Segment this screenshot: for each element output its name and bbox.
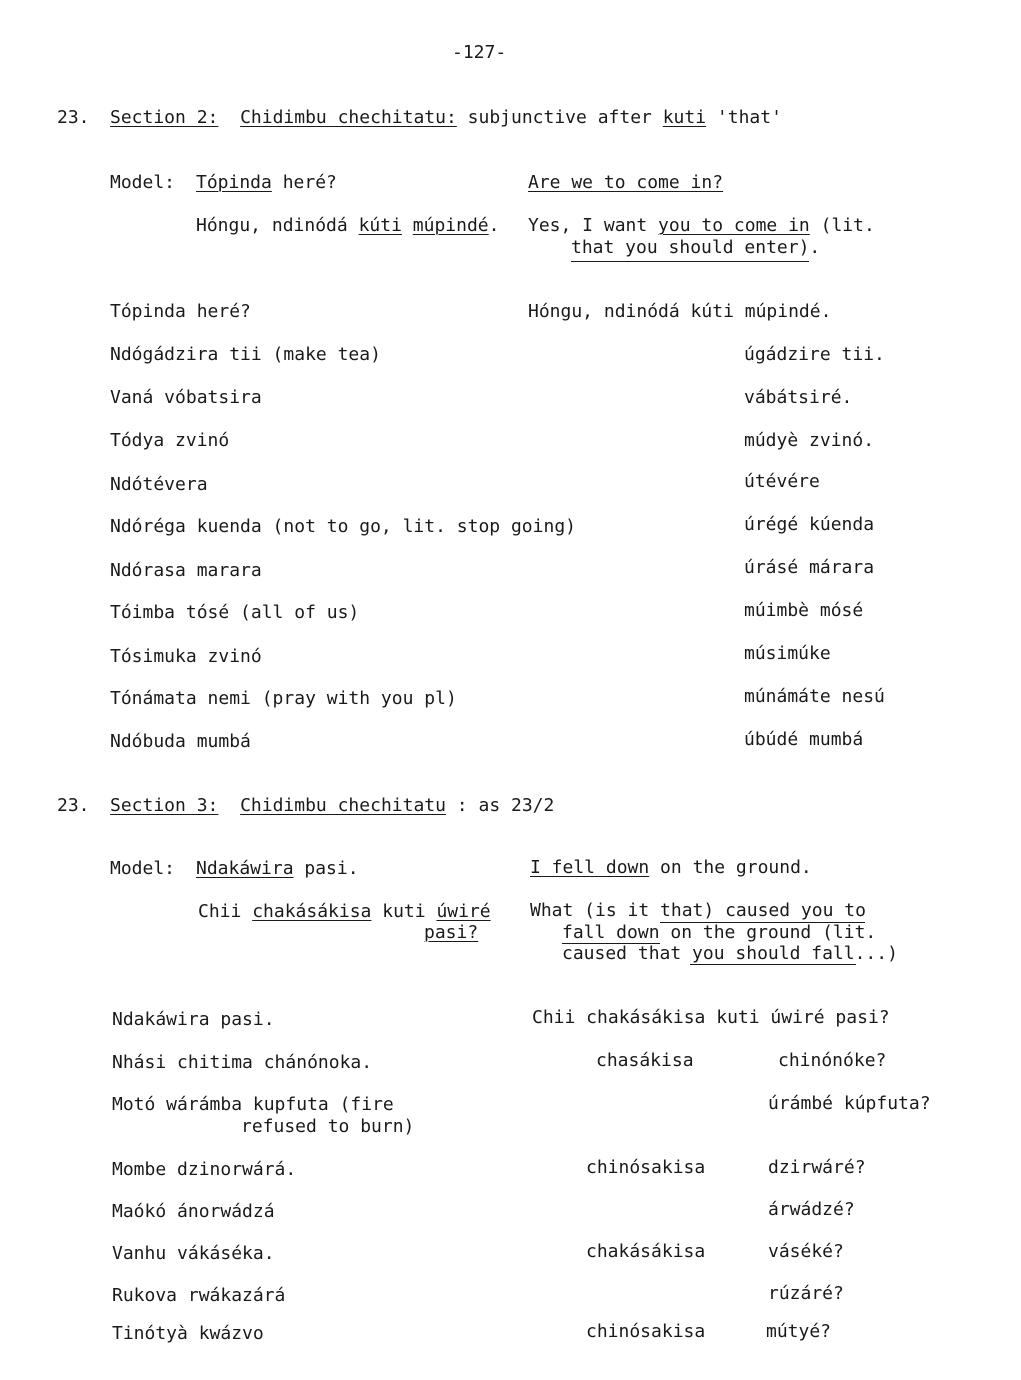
model-answer-translation-line3: caused that you should fall...) [562, 943, 898, 964]
drill-response: úrásé márara [744, 557, 875, 578]
drill-cue: Vanhu vákáséka. [112, 1243, 275, 1264]
model-question-verb: Ndakáwira [196, 858, 294, 879]
translation-start: Yes, I want [528, 215, 659, 236]
drill-cue: Vaná vóbatsira [110, 387, 262, 408]
drill-cue: Mombe dzinorwárá. [112, 1159, 297, 1180]
section-title: Chidimbu chechitatu: [240, 107, 457, 128]
drill-cue: Maókó ánorwádzá [112, 1201, 275, 1222]
drill-response: músimúke [744, 643, 831, 664]
drill-response-verb: chakásákisa [586, 1241, 706, 1262]
drill-response-verb: chinósakisa [586, 1321, 706, 1342]
drill-response: úrámbé kúpfuta? [768, 1093, 931, 1114]
model-answer-translation-line1: What (is it that) caused you to [530, 900, 866, 921]
drill-response: vábátsiré. [744, 387, 853, 408]
drill-cue: Ndóréga kuenda (not to go, lit. stop going) [110, 516, 576, 537]
section-heading [110, 107, 782, 128]
drill-cue: Ndórasa marara [110, 560, 262, 581]
model-label: Model: [110, 172, 176, 193]
section-description: : as 23/2 [445, 795, 555, 816]
drill-cue: Ndakáwira pasi. [112, 1009, 275, 1030]
drill-cue: Motó wárámba kupfuta (fire [112, 1094, 394, 1115]
translation-underline [690, 964, 856, 965]
drill-response: múimbè mósé [744, 600, 864, 621]
section-label: Section 2: [110, 107, 219, 128]
model-answer-dot: . [488, 215, 500, 236]
model-answer-start: Hóngu, ndinódá [196, 215, 359, 236]
model-answer-kuti: kúti [358, 215, 402, 236]
section-label: Section 3: [110, 795, 219, 816]
drill-response: váséké? [768, 1241, 844, 1262]
model-answer-chii: Chii [198, 901, 253, 922]
model-answer-translation-line2: that you should enter). [571, 237, 821, 258]
drill-cue: Tinótyà kwázvo [112, 1323, 264, 1344]
drill-response: múnámáte nesú [744, 686, 885, 707]
drill-response: chinónóke? [778, 1050, 887, 1071]
model-answer [196, 215, 499, 236]
drill-response-verb: chasákisa [596, 1050, 694, 1071]
model-answer-translation-line1 [528, 215, 875, 236]
model-question-translation [530, 857, 812, 878]
drill-response: rúzáré? [768, 1283, 844, 1304]
drill-response: Chii chakásákisa kuti úwiré pasi? [532, 1007, 890, 1028]
translation-rest: on the ground. [649, 857, 812, 878]
model-question-verb: Tópinda [196, 172, 272, 193]
drill-cue: Tódya zvinó [110, 430, 230, 451]
drill-response: úbúdé mumbá [744, 729, 864, 750]
page-number: -127- [452, 42, 507, 63]
drill-cue-continued: refused to burn) [241, 1116, 415, 1137]
model-answer-uwire: úwiré [436, 901, 491, 922]
model-answer-verb: múpindé [412, 215, 489, 236]
section-title: Chidimbu chechitatu [240, 795, 446, 816]
drill-response: dzirwáré? [768, 1157, 866, 1178]
drill-cue: Tóimba tósé (all of us) [110, 602, 360, 623]
model-answer [198, 901, 491, 922]
section-heading [110, 795, 554, 816]
drill-cue: Tósimuka zvinó [110, 646, 262, 667]
drill-cue: Nhási chitima chánónoka. [112, 1052, 373, 1073]
translation-end: (lit. [809, 215, 875, 236]
section-description: subjunctive after [456, 107, 663, 128]
drill-response: útévére [744, 471, 820, 492]
drill-cue: Ndótévera [110, 474, 208, 495]
model-answer-verb: chakásákisa [252, 901, 372, 922]
model-label: Model: [110, 858, 176, 879]
section-description-end: 'that' [706, 107, 782, 128]
model-question [196, 172, 337, 193]
drill-response: árwádzé? [768, 1199, 855, 1220]
drill-cue: Rukova rwákazárá [112, 1285, 286, 1306]
model-question-translation: Are we to come in? [528, 172, 724, 193]
translation-underlined: I fell down [530, 857, 650, 878]
section-number: 23. [57, 107, 90, 128]
model-answer-space [402, 215, 413, 236]
model-answer-pasi: pasi? [424, 922, 479, 943]
model-answer-translation-line2: fall down on the ground (lit. [562, 922, 877, 943]
drill-response: múdyè zvinó. [744, 430, 875, 451]
drill-response: úrégé kúenda [744, 514, 875, 535]
drill-response: úgádzire tii. [744, 344, 885, 365]
drill-response-verb: chinósakisa [586, 1157, 706, 1178]
drill-cue: Ndóbuda mumbá [110, 731, 251, 752]
model-question-rest: heré? [271, 172, 337, 193]
drill-cue: Ndógádzira tii (make tea) [110, 344, 381, 365]
keyword-kuti: kuti [662, 107, 707, 128]
model-question-rest: pasi. [293, 858, 359, 879]
translation-underline [571, 261, 809, 262]
drill-cue: Tónámata nemi (pray with you pl) [110, 688, 457, 709]
drill-cue: Tópinda heré? [110, 301, 251, 322]
drill-response: mútyé? [766, 1321, 832, 1342]
model-question [196, 858, 359, 879]
model-answer-kuti: kuti [371, 901, 437, 922]
section-number: 23. [57, 795, 90, 816]
translation-underlined: you to come in [658, 215, 810, 236]
drill-response: Hóngu, ndinódá kúti múpindé. [528, 301, 832, 322]
